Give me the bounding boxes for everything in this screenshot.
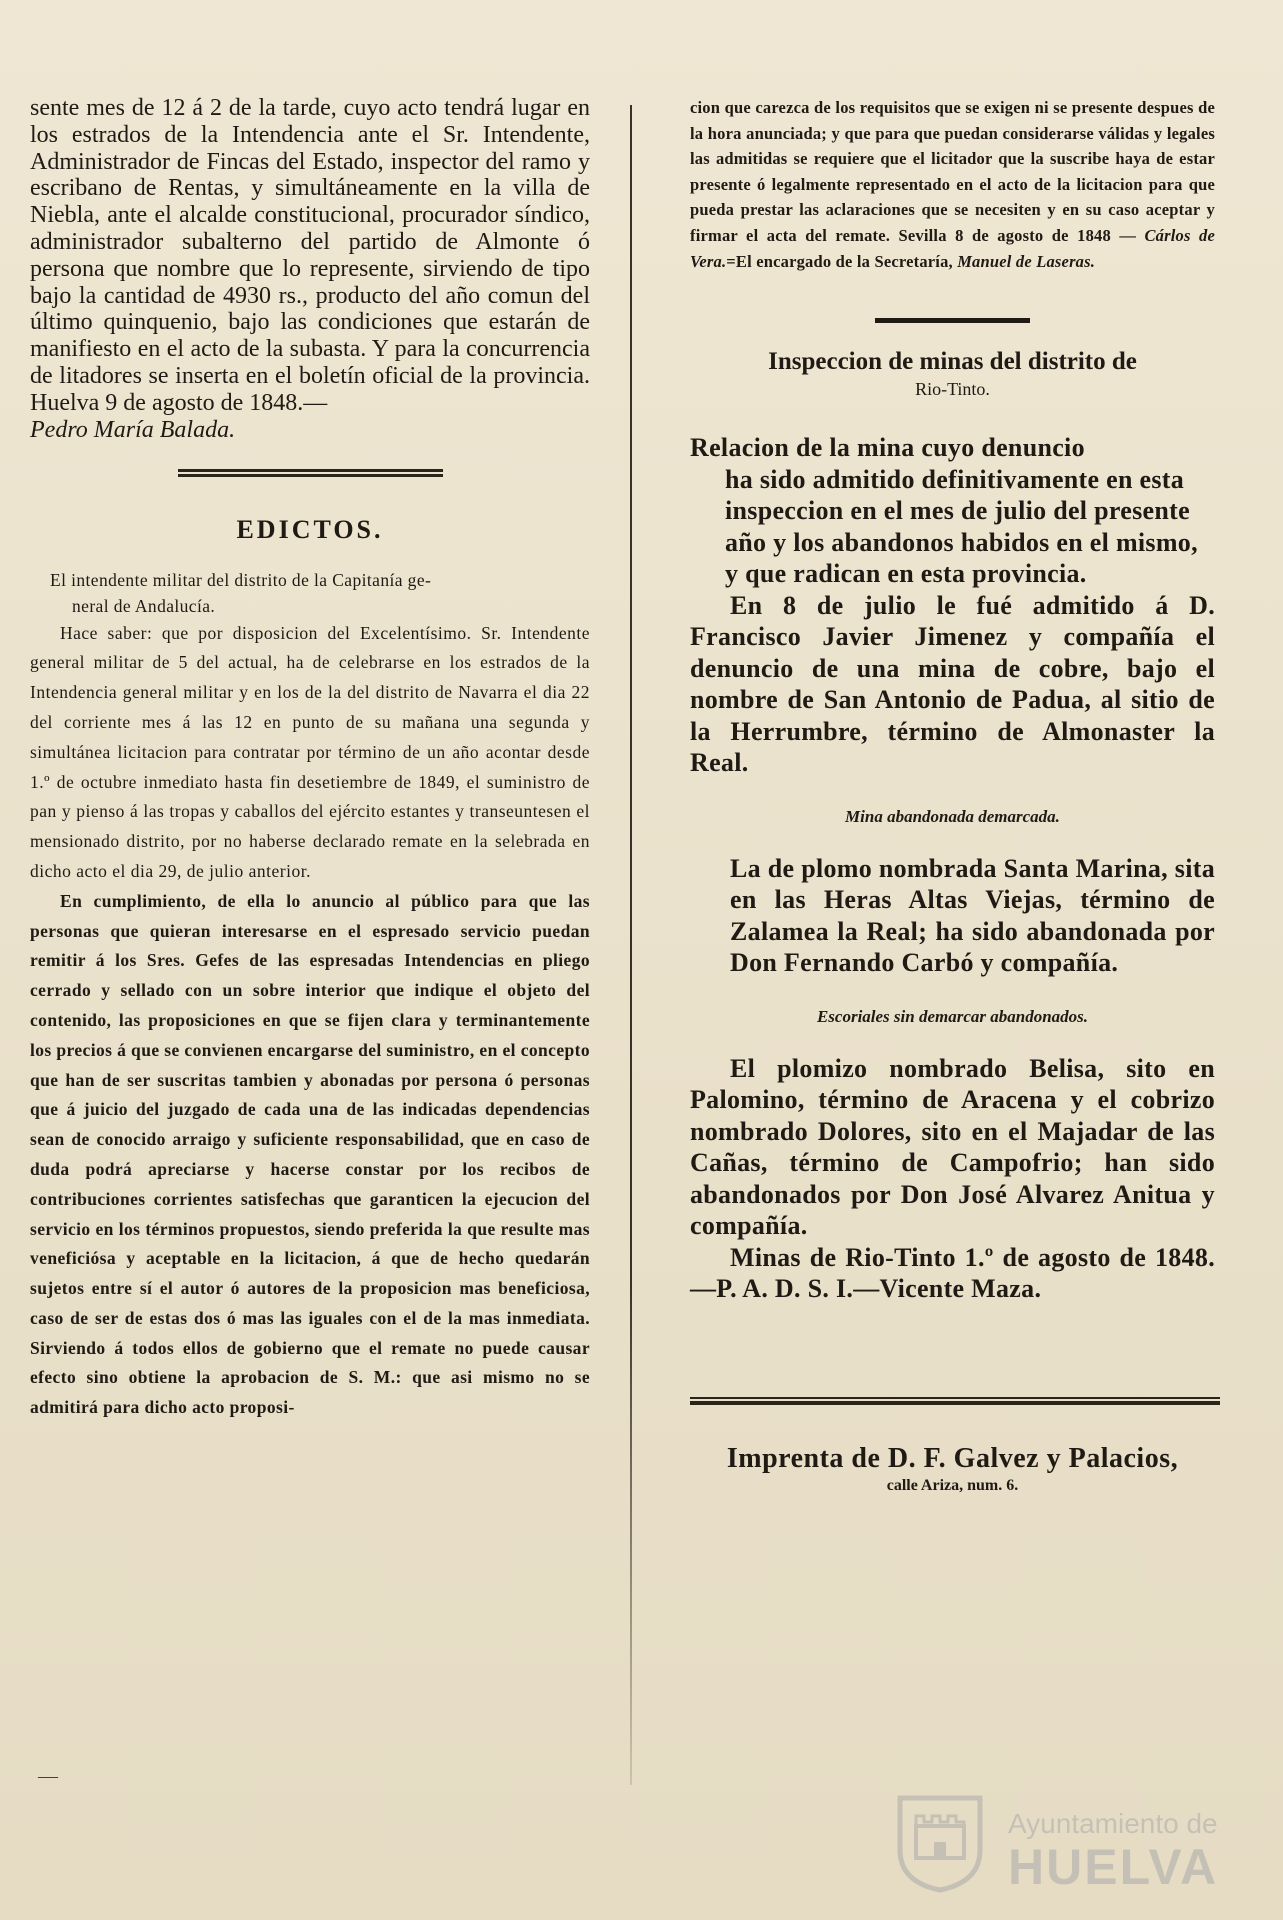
signer-name: Cárlos de Vera. — [690, 225, 1215, 271]
watermark-line1: Ayuntamiento de — [1008, 1808, 1218, 1839]
left-column — [30, 95, 590, 1423]
right-column — [690, 95, 1215, 1495]
inspection-subtitle: Rio-Tinto. — [915, 379, 990, 400]
lead-mine-paragraph: La de plomo nombrada Santa Marina, sita en las Heras Altas Viejas, término de Zalamea la Real; ha sido abandonada por Don Fernando Carbó y compañía. — [730, 853, 1215, 978]
abandoned-mine-subhead: Mina abandonada demarcada. — [845, 806, 1060, 826]
secretary-label: =El encargado de la Secretaría, — [726, 251, 953, 271]
edict-heading — [50, 567, 590, 619]
auction-notice-signature: Pedro María Balada. — [30, 416, 236, 443]
column-divider — [630, 105, 632, 1785]
edict-heading-line1: El intendente militar del distrito de la Capitanía ge- — [50, 569, 432, 590]
edict-paragraph-2: En cumplimiento, de ella lo anuncio al público para que las personas que quieran interesarse en el espresado servicio puedan remitir á los Sres. Gefes de las espresadas Intendencias en pliego cerrado y sellado con un sobre interior que indique el objeto del contenido, las proposiciones en que se fijen clara y terminantemente los precios á que se convienen encargarse del suministro, en el concepto que han de ser suscritas tambien y abonadas por persona ó personas que á juicio del juzgado de cada una de las indicadas dependencias sean de conocido arraigo y suficiente responsabilidad, que en caso de duda podrá apreciarse y hacerse constar por los recibos de contribuciones corrientes satisfechas que garanticen la ejecucion del servicio en los términos propuestos, siendo preferida la que resulte mas veneficiósa y aceptable en la licitacion, á que de hecho quedarán sujetos entre sí el autor ó autores de la proposicion mas beneficiosa, caso de ser de estas dos ó mas las iguales con el de la mas inmediata. Sirviendo á todos ellos de gobierno que el remate no puede causar efecto sino obtiene la aprobacion de S. M.: que asi mismo no se admitirá para dicho acto proposi- — [30, 890, 590, 1418]
slag-heaps-subhead: Escoriales sin demarcar abandonados. — [816, 1006, 1089, 1026]
slag-heaps-paragraph: El plomizo nombrado Belisa, sito en Palomino, término de Aracena y el cobrizo nombrado Dolores, sito en el Majadar de las Cañas, término de Campofrio; han sido abandonados por Don José Alvarez Anitua y compañía. — [690, 1053, 1215, 1241]
archive-watermark — [880, 1790, 1219, 1900]
margin-mark: — — [38, 1765, 58, 1787]
city-shield-icon — [890, 1790, 990, 1894]
watermark-line2: HUELVA — [1008, 1839, 1219, 1895]
edict-heading-line2: neral de Andalucía. — [72, 595, 216, 616]
section-rule — [875, 318, 1030, 323]
auction-notice-text: sente mes de 12 á 2 de la tarde, cuyo acto tendrá lugar en los estrados de la Intendencia ante el Sr. Intendente, Administrador de Fincas del Estado, inspector del ramo y escribano de Rentas, y simultáneamente en la villa de Niebla, ante el alcalde constitucional, procurador síndico, administrador subalterno del partido de Almonte ó persona que nombre que lo represente, sirviendo de tipo bajo la cantidad de 4930 rs., producto del año comun del último quinquenio, bajo las condiciones que estarán de manifiesto en el acto de la subasta. Y para la concurrencia de litadores se inserta en el boletín oficial de la provincia. Huelva 9 de agosto de 1848.— — [30, 95, 590, 416]
relacion-heading — [690, 432, 1215, 590]
closing-signature-paragraph: Minas de Rio-Tinto 1.º de agosto de 1848.—P. A. D. S. I.—Vicente Maza. — [690, 1242, 1215, 1304]
printer-address: calle Ariza, num. 6. — [886, 1476, 1019, 1494]
relacion-rest: ha sido admitido definitivamente en esta inspeccion en el mes de julio del presente año y los abandonos habidos en el mismo, y que radican en esta provincia. — [725, 464, 1198, 589]
edictos-title: EDICTOS. — [236, 514, 384, 544]
printer-imprint: Imprenta de D. F. Galvez y Palacios, — [726, 1442, 1179, 1474]
section-divider — [178, 469, 443, 477]
inspection-title: Inspeccion de minas del distrito de — [768, 348, 1137, 376]
relacion-first-line: Relacion de la mina cuyo denuncio — [690, 433, 1085, 463]
edict-continuation — [690, 95, 1215, 274]
secretary-name: Manuel de Laseras. — [957, 251, 1096, 271]
edict-continuation-text: cion que carezca de los requisitos que se exigen ni se presente despues de la hora anunciada; y que para que puedan considerarse válidas y legales las admitidas se requiere que el licitador que la suscribe haya de estar presente ó legalmente representado en el acto de la licitacion para que pueda prestar las aclaraciones que se necesiten y en su caso aceptar y firmar el acta del remate. Sevilla 8 de agosto de 1848 — — [690, 98, 1215, 245]
edict-paragraph-1: Hace saber: que por disposicion del Excelentísimo. Sr. Intendente general militar de 5 del actual, ha de celebrarse en los estrados de la Intendencia general militar y en los de la del distrito de Navarra el dia 22 del corriente mes á las 12 en punto de su mañana una segunda y simultánea licitacion para contratar por término de un año acontar desde 1.º de octubre inmediato hasta fin desetiembre de 1849, el suministro de pan y pienso á las tropas y caballos del ejército estantes y transeuntesen el mensionado distrito, por no haberse declarado remate en la selebrada en dicho acto el dia 29, de julio anterior. — [30, 622, 590, 881]
admitted-mine-paragraph: En 8 de julio le fué admitido á D. Francisco Javier Jimenez y compañía el denuncio de una mina de cobre, bajo el nombre de San Antonio de Padua, al sitio de la Herrumbre, término de Almonaster la Real. — [690, 590, 1215, 778]
footer-rule — [690, 1397, 1220, 1405]
